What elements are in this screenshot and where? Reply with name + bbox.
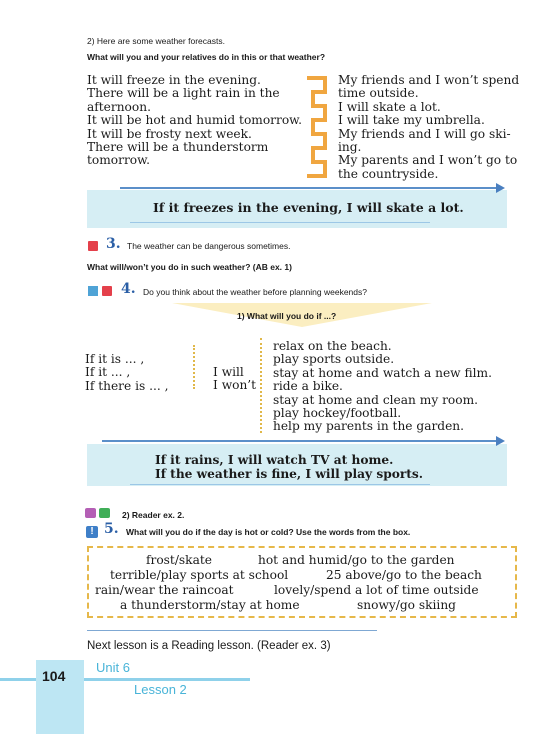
banner-underline — [130, 222, 430, 223]
box-phrase: hot and humid/go to the garden — [258, 553, 455, 567]
ex4-text: Do you think about the weather before planning weekends? — [143, 287, 367, 297]
activity-item: play hockey/football. — [273, 406, 402, 421]
lesson-label: Lesson 2 — [134, 682, 187, 697]
action-line: I will skate a lot. — [338, 99, 441, 114]
if-column — [85, 353, 168, 393]
example-block — [155, 453, 423, 481]
ex2-question: What will you and your relatives do in this or that weather? — [87, 52, 326, 62]
box-phrase: 25 above/go to the beach — [326, 568, 482, 582]
ex3-question: What will/won’t you do in such weather? (AB ex. 1) — [87, 262, 292, 272]
activity-item: stay at home and clean my room. — [273, 392, 479, 407]
forecast-line: tomorrow. — [87, 153, 150, 168]
box-phrase: snowy/go skiing — [357, 598, 456, 612]
box-phrase: lovely/spend a lot of time outside — [274, 583, 479, 597]
next-lesson-note: Next lesson is a Reading lesson. (Reader ex. 3) — [87, 640, 331, 652]
activity-item: relax on the beach. — [273, 339, 392, 353]
audio-icon — [99, 508, 110, 518]
forecast-line: It will freeze in the evening. — [87, 73, 261, 87]
if-item: If it is ... , — [85, 352, 145, 366]
box-phrase: a thunderstorm/stay at home — [120, 598, 300, 612]
box-phrase: rain/wear the raincoat — [95, 583, 234, 597]
box-phrase: frost/skate — [146, 553, 212, 567]
exclamation-icon: ! — [86, 526, 98, 538]
if-item: If there is ... , — [85, 378, 169, 393]
activity-item: help my parents in the garden. — [273, 419, 465, 434]
forecast-list — [87, 74, 302, 168]
if-item: If it ... , — [85, 365, 131, 380]
forecast-line: There will be a thunderstorm — [87, 140, 269, 155]
action-line: ing. — [338, 140, 362, 155]
speaking-icon — [102, 286, 112, 296]
ex4-subheading: 1) What will you do if ...? — [237, 311, 337, 321]
table-divider — [260, 338, 262, 433]
example-sentence: If the weather is fine, I will play sports. — [155, 467, 424, 481]
activity-item: play sports outside. — [273, 352, 395, 367]
divider — [87, 630, 377, 631]
ex3-number: 3. — [106, 236, 121, 252]
action-list — [338, 74, 519, 181]
will-item: I won’t — [213, 378, 257, 393]
speaking-icon — [88, 241, 98, 251]
matching-bracket-icon — [305, 74, 335, 186]
arrow-icon — [496, 183, 505, 193]
will-column — [213, 366, 256, 393]
ex5-text: What will you do if the day is hot or cold? Use the words from the box. — [126, 527, 411, 537]
action-line: My friends and I won’t spend — [338, 73, 520, 87]
banner-line — [102, 440, 502, 442]
reader-reference: 2) Reader ex. 2. — [122, 510, 185, 520]
table-divider — [193, 345, 195, 389]
box-phrase: terrible/play sports at school — [110, 568, 289, 582]
banner-underline — [130, 484, 430, 485]
page-number: 104 — [42, 668, 66, 684]
example-sentence: If it rains, I will watch TV at home. — [155, 453, 394, 467]
action-line: the countryside. — [338, 166, 439, 181]
action-line: I will take my umbrella. — [338, 113, 485, 128]
forecast-line: It will be hot and humid tomorrow. — [87, 113, 303, 128]
ex5-number: 5. — [104, 521, 119, 537]
ex3-text: The weather can be dangerous sometimes. — [127, 241, 291, 251]
forecast-line: afternoon. — [87, 99, 151, 114]
activity-item: stay at home and watch a new film. — [273, 365, 492, 380]
forecast-line: There will be a light rain in the — [87, 86, 280, 101]
action-line: My parents and I won’t go to — [338, 153, 518, 168]
activity-column — [273, 340, 492, 434]
list-icon — [88, 286, 98, 296]
activity-item: ride a bike. — [273, 379, 343, 394]
example-sentence: If it freezes in the evening, I will skate a lot. — [153, 200, 464, 215]
reader-icon — [85, 508, 96, 518]
forecast-line: It will be frosty next week. — [87, 126, 252, 141]
unit-label: Unit 6 — [96, 660, 130, 675]
action-line: time outside. — [338, 86, 419, 101]
ex4-number: 4. — [121, 281, 136, 297]
banner-line — [120, 187, 500, 189]
arrow-icon — [496, 436, 505, 446]
ex2-heading: 2) Here are some weather forecasts. — [87, 36, 225, 46]
action-line: My friends and I will go ski- — [338, 126, 511, 141]
will-item: I will — [213, 365, 244, 379]
